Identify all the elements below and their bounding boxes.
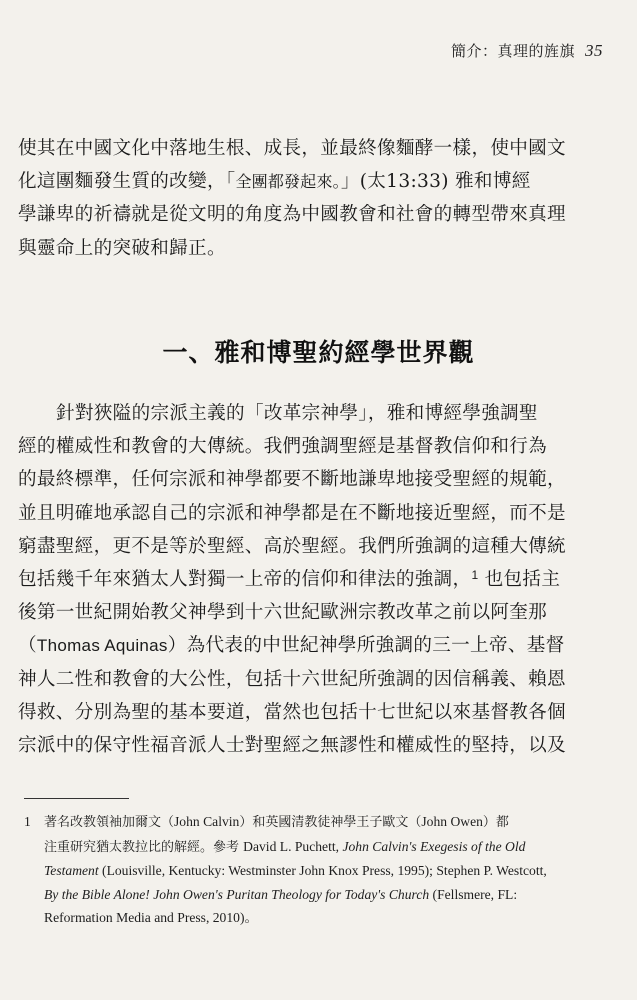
latin-name: Thomas Aquinas: [36, 636, 168, 656]
footnote-line: Reformation Media and Press, 2010)。: [44, 910, 259, 926]
text-line: 經的權威性和教會的大傳統。我們強調聖經是基督教信仰和行為: [18, 436, 548, 458]
book-title: By the Bible Alone! John Owen's Puritan Theology for Today's Church: [44, 886, 430, 902]
text-line: [18, 165, 618, 198]
text-line: 得救、分別為聖的基本要道，當然也包括十七世紀以來基督教各個: [18, 701, 566, 723]
text-line: [18, 629, 618, 662]
text-fragment: 包括幾千年來猶太人對獨一上帝的信仰和律法的強調，: [18, 569, 472, 591]
text-fragment: 化這團麵發生質的改變，「: [18, 171, 236, 193]
text-line: 神人二性和教會的大公性，包括十六世紀所強調的因信稱義、賴恩: [18, 668, 566, 690]
paragraph: [18, 397, 618, 762]
footnote: [24, 810, 620, 930]
book-title: John Calvin's Exegesis of the Old: [342, 838, 526, 854]
text-fragment: 注重研究猶太教拉比的解經。參考: [44, 839, 244, 855]
text-line: 與靈命上的突破和歸正。: [18, 237, 226, 259]
footnote-line: [44, 810, 620, 835]
paragraph-continued: [18, 132, 618, 265]
text-line: 宗派中的保守性福音派人士對聖經之無謬性和權威性的堅持，以及: [18, 735, 566, 757]
footnote-divider: [24, 798, 129, 799]
footnote-line: [44, 835, 620, 860]
text-line: 使其在中國文化中落地生根、成長，並最終像麵酵一樣，使中國文: [18, 138, 566, 159]
text-line: 的最終標準，任何宗派和神學都要不斷地謙卑地接受聖經的規範，: [18, 469, 566, 491]
text-fragment: David L. Puchett,: [243, 838, 343, 854]
scripture-quote: 全團都發起來。: [235, 172, 341, 192]
text-line: 並且明確地承認自己的宗派和神學都是在不斷地接近聖經，而不是: [18, 502, 566, 524]
text-fragment: ）和英國清教徒神學王子歐文（: [239, 815, 422, 830]
text-line: 後第一世紀開始教父神學到十六世紀歐洲宗教改革之前以阿奎那: [18, 602, 548, 624]
footnote-body: [24, 810, 620, 930]
footnote-line: [44, 883, 620, 907]
text-fragment: 著名改教領袖加爾文（: [44, 815, 175, 830]
footnote-number: 1: [24, 814, 31, 829]
book-title: Testament: [44, 863, 99, 879]
text-fragment: 」(太13:33) 雅和博經: [340, 171, 531, 193]
text-line: 針對狹隘的宗派主義的「改革宗神學」，雅和博經學強調聖: [56, 403, 538, 424]
text-line: [18, 563, 618, 596]
text-fragment: (Louisville, Kentucky: Westminster John Knox Press, 1995); Stephen P. Westcott,: [98, 863, 547, 879]
section-heading: 一、雅和博聖約經學世界觀: [162, 338, 475, 367]
page-number: 35: [585, 41, 603, 60]
chapter-title: 簡介：真理的旌旗: [450, 42, 575, 60]
text-line: 學謙卑的祈禱就是從文明的角度為中國教會和社會的轉型帶來真理: [18, 204, 566, 226]
footnote-reference[interactable]: 1: [471, 568, 479, 583]
text-fragment: (Fellsmere, FL:: [429, 886, 518, 902]
text-fragment: ）為代表的中世紀神學所強調的三一上帝、基督: [167, 635, 565, 657]
running-header: [451, 40, 603, 61]
text-line: 窮盡聖經，更不是等於聖經、高於聖經。我們所強調的這種大傳統: [18, 535, 566, 557]
text-fragment: John Owen: [421, 814, 483, 829]
footnote-line: [44, 859, 620, 883]
text-fragment: ）都: [482, 815, 509, 830]
text-fragment: 也包括主: [478, 569, 561, 591]
text-fragment: John Calvin: [174, 814, 240, 829]
text-fragment: （: [18, 635, 37, 657]
